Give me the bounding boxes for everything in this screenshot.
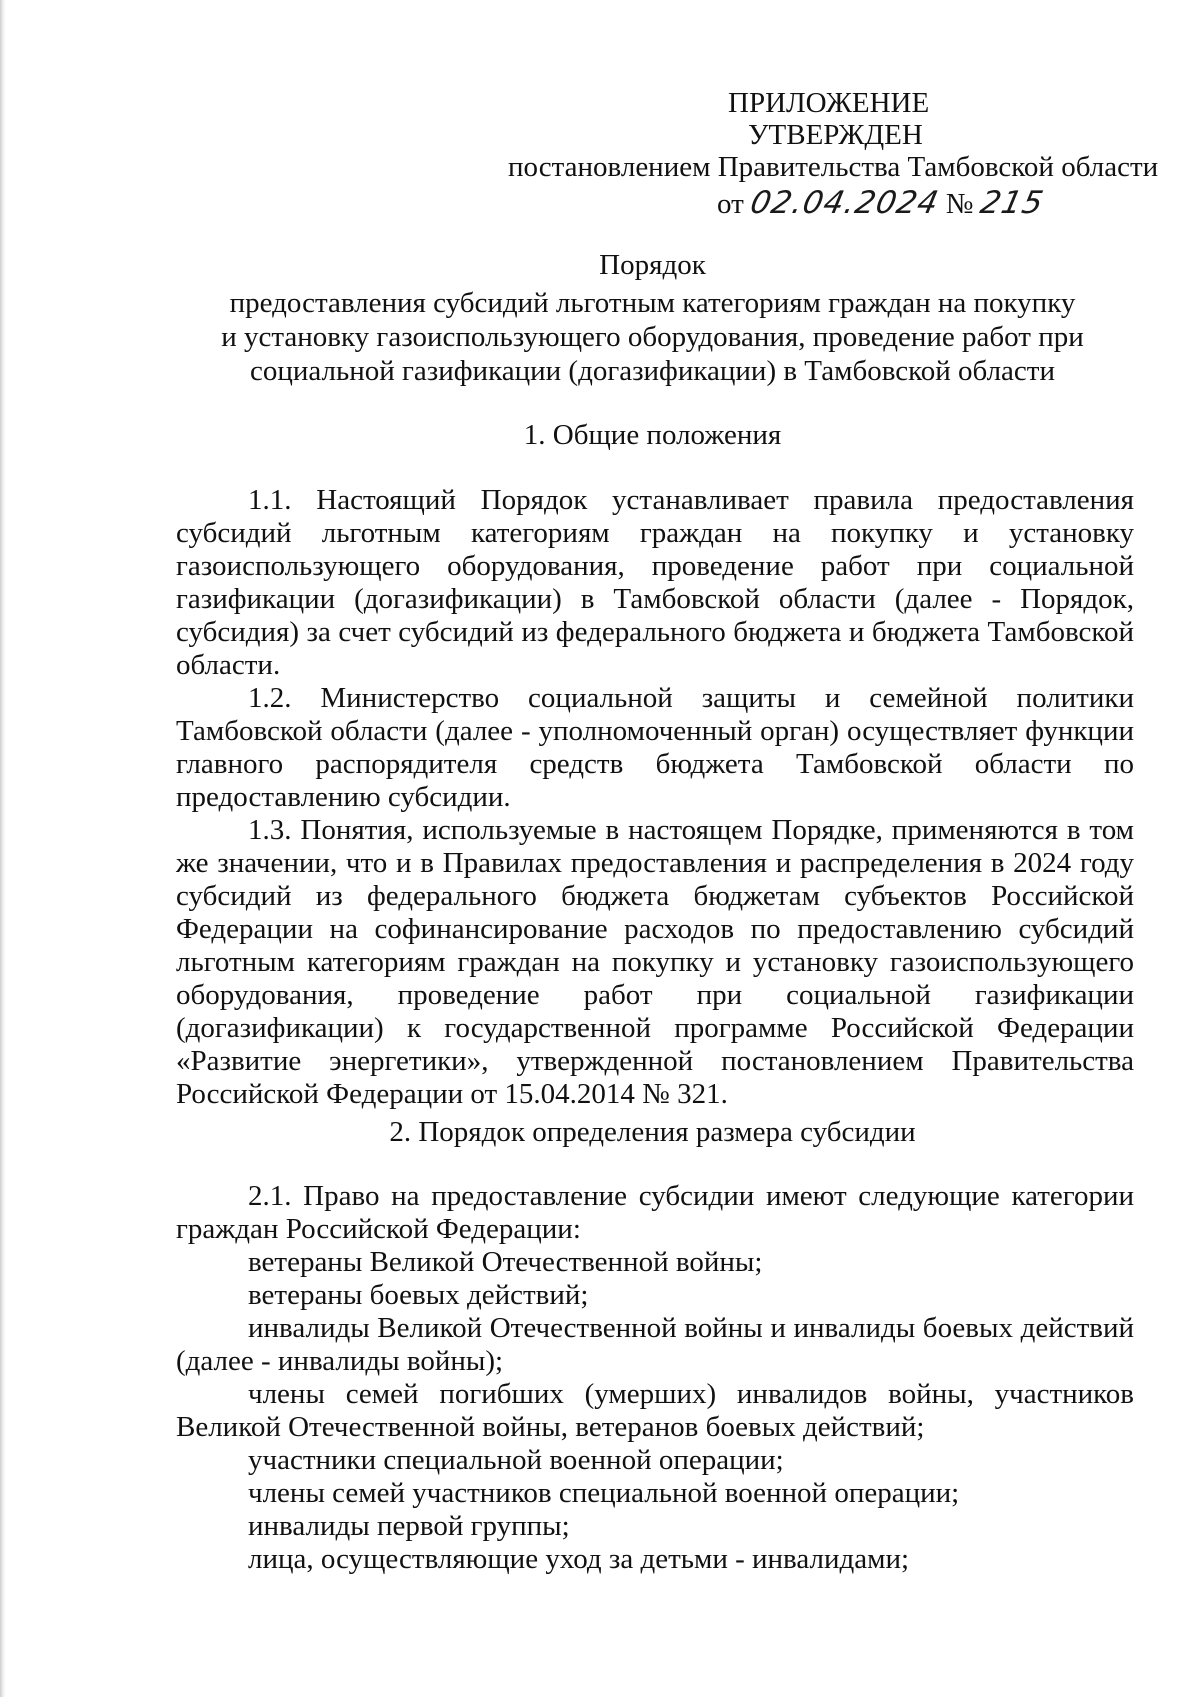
appendix-label: ПРИЛОЖЕНИЕ (728, 87, 930, 119)
from-label: от (717, 188, 744, 220)
category-item: участники специальной военной операции; (248, 1444, 784, 1476)
title-main: Порядок (599, 249, 706, 281)
section-1-heading: 1. Общие положения (523, 419, 782, 451)
decree-line: постановлением Правительства Тамбовской области (508, 151, 1159, 183)
section-1-body (176, 484, 1134, 1111)
title-line-3: социальной газификации (догазификации) в Тамбовской области (250, 355, 1055, 387)
handwritten-date: 02.04.2024 (747, 185, 943, 221)
category-item: инвалиды первой группы; (248, 1510, 570, 1542)
paragraph-1-2: 1.2. Министерство социальной защиты и семейной политики Тамбовской области (далее - уполномоченный орган) осуществляет функции главного распорядителя средств бюджета Тамбовской области по предоставлению субсидии. (176, 682, 1134, 813)
category-item: инвалиды Великой Отечественной войны и инвалиды боевых действий (далее - инвалиды войны); (176, 1312, 1134, 1377)
section-2-heading: 2. Порядок определения размера субсидии (389, 1116, 916, 1148)
title-line-2: и установку газоиспользующего оборудования, проведение работ при (221, 321, 1084, 353)
category-item: члены семей участников специальной военной операции; (248, 1477, 960, 1509)
section-2-body (176, 1180, 1134, 1576)
paragraph-1-1: 1.1. Настоящий Порядок устанавливает правила предоставления субсидий льготным категориям граждан на покупку и установку газоиспользующего оборудования, проведение работ при социальной газификации (догазификации) в Тамбовской области (далее - Порядок, субсидия) за счет субсидий из федерального бюджета и бюджета Тамбовской области. (176, 484, 1134, 681)
decree-date-line (717, 185, 1047, 221)
handwritten-number: 215 (976, 185, 1047, 221)
category-item: члены семей погибших (умерших) инвалидов войны, участников Великой Отечественной войны, ветеранов боевых действий; (176, 1378, 1134, 1443)
category-item: ветераны Великой Отечественной войны; (248, 1246, 763, 1278)
approved-label: УТВЕРЖДЕН (748, 119, 923, 151)
category-item: лица, осуществляющие уход за детьми - инвалидами; (248, 1543, 910, 1575)
document-title (0, 248, 1200, 388)
title-line-1: предоставления субсидий льготным категориям граждан на покупку (229, 287, 1076, 319)
paragraph-1-3: 1.3. Понятия, используемые в настоящем Порядке, применяются в том же значении, что и в Правилах предоставления и распределения в 2024 году субсидий из федерального бюджета бюджетам субъектов Российской Федерации на софинансирование расходов по предоставлению субсидий льготным категориям граждан на покупку и установку газоиспользующего оборудования, проведение работ при социальной газификации (догазификации) к государственной программе Российской Федерации «Развитие энергетики», утвержденной постановлением Правительства Российской Федерации от 15.04.2014 № 321. (176, 814, 1134, 1110)
category-item: ветераны боевых действий; (248, 1279, 589, 1311)
number-label: № (945, 188, 974, 220)
paragraph-2-1: 2.1. Право на предоставление субсидии имеют следующие категории граждан Российской Федерации: (176, 1180, 1134, 1245)
